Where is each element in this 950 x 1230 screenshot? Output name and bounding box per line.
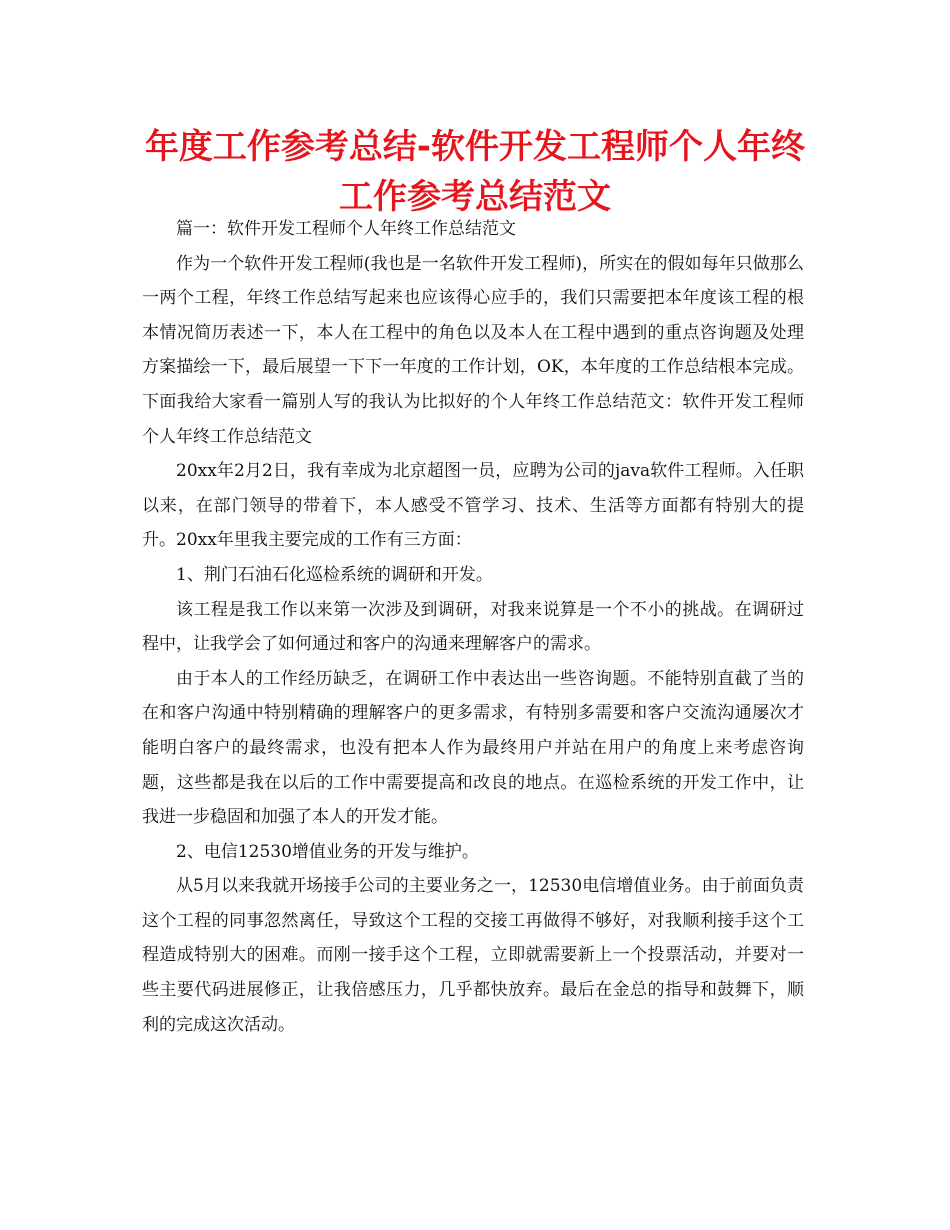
paragraph-item-2-heading: 2、电信12530增值业务的开发与维护。 <box>176 841 479 862</box>
paragraph-item-1-research: 该工程是我工作以来第一次涉及到调研，对我来说算是一个不小的挑战。在调研过程中，让我学会了如何通过和客户的沟通来理解客户的需求。 <box>142 599 804 655</box>
paragraph-item-1-reflection: 由于本人的工作经历缺乏，在调研工作中表达出一些咨询题。不能特别直截了当的在和客户沟通中特别精确的理解客户的更多需求，有特别多需要和客户交流沟通屡次才能明白客户的最终需求，也没有把本人作为最终用户并站在用户的角度上来考虑咨询题，这些都是我在以后的工作中需要提高和改良的地点。在巡检系统的开发工作中，让我进一步稳固和加强了本人的开发才能。 <box>142 668 804 828</box>
paragraph-item-2-details: 从5月以来我就开场接手公司的主要业务之一，12530电信增值业务。由于前面负责这个工程的同事忽然离任，导致这个工程的交接工再做得不够好，对我顺利接手这个工程造成特别大的困难。而刚一接手这个工程，立即就需要新上一个投票活动，并要对一些主要代码进展修正，让我倍感压力，几乎都快放弃。最后在金总的指导和鼓舞下，顺利的完成这次活动。 <box>142 876 804 1035</box>
paragraph-section-heading: 篇一：软件开发工程师个人年终工作总结范文 <box>176 219 516 239</box>
paragraph-item-1-heading: 1、荆门石油石化巡检系统的调研和开发。 <box>176 564 493 585</box>
paragraph-intro: 作为一个软件开发工程师(我也是一名软件开发工程师)，所实在的假如每年只做那么一两个工程，年终工作总结写起来也应该得心应手的，我们只需要把本年度该工程的根本情况简历表述一下，本人在工程中的角色以及本人在工程中遇到的重点咨询题及处理方案描绘一下，最后展望一下下一年度的工作计划，OK，本年度的工作总结根本完成。下面我给大家看一篇别人写的我认为比拟好的个人年终工作总结范文：软件开发工程师个人年终工作总结范文 <box>142 253 804 447</box>
paragraph-overview: 20xx年2月2日，我有幸成为北京超图一员，应聘为公司的java软件工程师。入任职以来，在部门领导的带着下，本人感受不管学习、技术、生活等方面都有特别大的提升。20xx年里我主要完成的工作有三方面： <box>142 461 804 551</box>
document-title: 年度工作参考总结-软件开发工程师个人年终工作参考总结范文 <box>144 127 806 217</box>
document-body <box>142 212 804 1042</box>
